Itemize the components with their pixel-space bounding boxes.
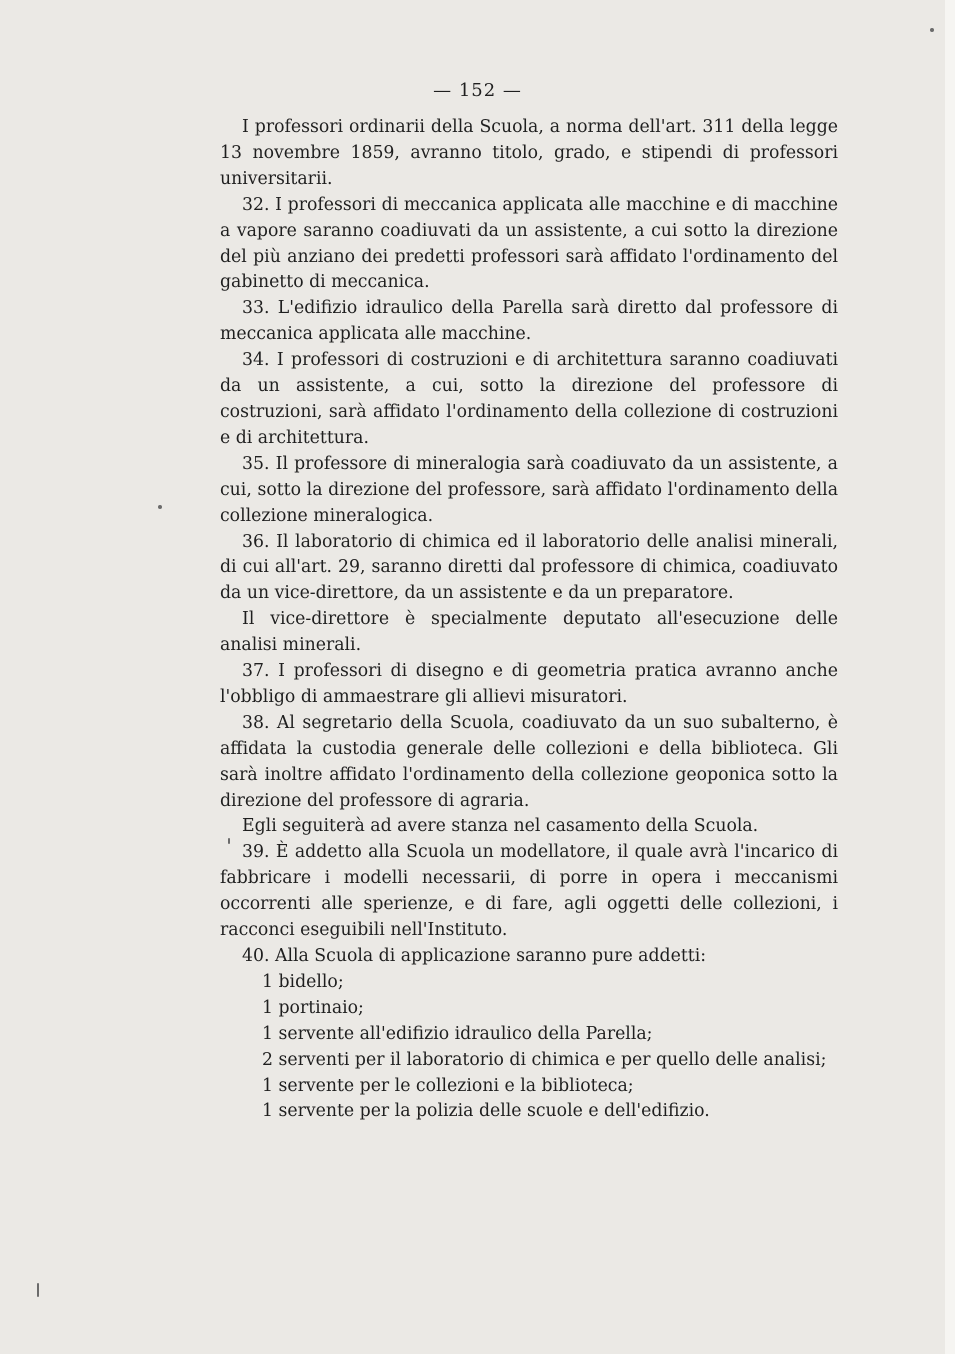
list-item: 1 servente per le collezioni e la biblioteca; (262, 1075, 634, 1096)
paragraph-art38-note: Egli seguiterà ad avere stanza nel casamento della Scuola. (242, 816, 759, 837)
ink-speck (37, 1283, 39, 1297)
paragraph-art38: 38. Al segretario della Scuola, coadiuvato da un suo subalterno, è affidata la custodia generale delle collezioni e della biblioteca. Gli sarà inoltre affidato l'ordinamento della collezione geoponica sotto la direzione del professore di agraria. (220, 712, 838, 811)
ink-speck (930, 28, 934, 32)
paragraph-art36-note: Il vice-direttore è specialmente deputato all'esecuzione delle analisi minerali. (220, 609, 838, 656)
paragraph-art35: 35. Il professore di mineralogia sarà coadiuvato da un assistente, a cui, sotto la direzione del professore, sarà affidato l'ordinamento della collezione mineralogica. (220, 453, 838, 526)
paragraph-art33: 33. L'edifizio idraulico della Parella sarà diretto dal professore di meccanica applicata alle macchine. (220, 298, 838, 345)
list-item: 1 bidello; (262, 971, 344, 992)
paragraph-art31: I professori ordinarii della Scuola, a norma dell'art. 311 della legge 13 novembre 1859, avranno titolo, grado, e stipendi di professori universitarii. (220, 117, 838, 189)
paragraph-art40: 40. Alla Scuola di applicazione saranno pure addetti: (242, 946, 707, 966)
body-text (220, 115, 838, 1125)
list-item: 2 serventi per il laboratorio di chimica e per quello delle analisi; (262, 1049, 827, 1070)
page-edge (945, 0, 955, 1354)
paragraph-art32: 32. I professori di meccanica applicata alle macchine e di macchine a vapore saranno coadiuvati da un assistente, a cui sotto la direzione del più anziano dei predetti professori sarà affidato l'ordinamento del gabinetto di meccanica. (220, 194, 838, 293)
paragraph-art34: 34. I professori di costruzioni e di architettura saranno coadiuvati da un assistente, a cui, sotto la direzione del professore di costruzioni, sarà affidato l'ordinamento della collezione di costruzioni e di architettura. (220, 350, 838, 448)
staff-list (220, 970, 838, 1125)
list-item: 1 servente per la polizia delle scuole e dell'edifizio. (262, 1101, 710, 1122)
ink-speck (158, 505, 162, 509)
list-item: 1 servente all'edifizio idraulico della Parella; (262, 1023, 653, 1044)
paragraph-art36: 36. Il laboratorio di chimica ed il laboratorio delle analisi minerali, di cui all'art. 29, saranno diretti dal professore di chimica, coadiuvato da un vice-direttore, da un assistente e da un preparatore. (220, 531, 838, 604)
page-number: — 152 — (433, 80, 522, 101)
paragraph-art37: 37. I professori di disegno e di geometria pratica avranno anche l'obbligo di ammaestrare gli allievi misuratori. (220, 661, 838, 707)
paragraph-art39: 39. È addetto alla Scuola un modellatore, il quale avrà l'incarico di fabbricare i modelli necessarii, di porre in opera i meccanismi occorrenti alle sperienze, e di fare, agli oggetti delle collezioni, i racconci eseguibili nell'Instituto. (220, 842, 838, 941)
list-item: 1 portinaio; (262, 997, 364, 1018)
